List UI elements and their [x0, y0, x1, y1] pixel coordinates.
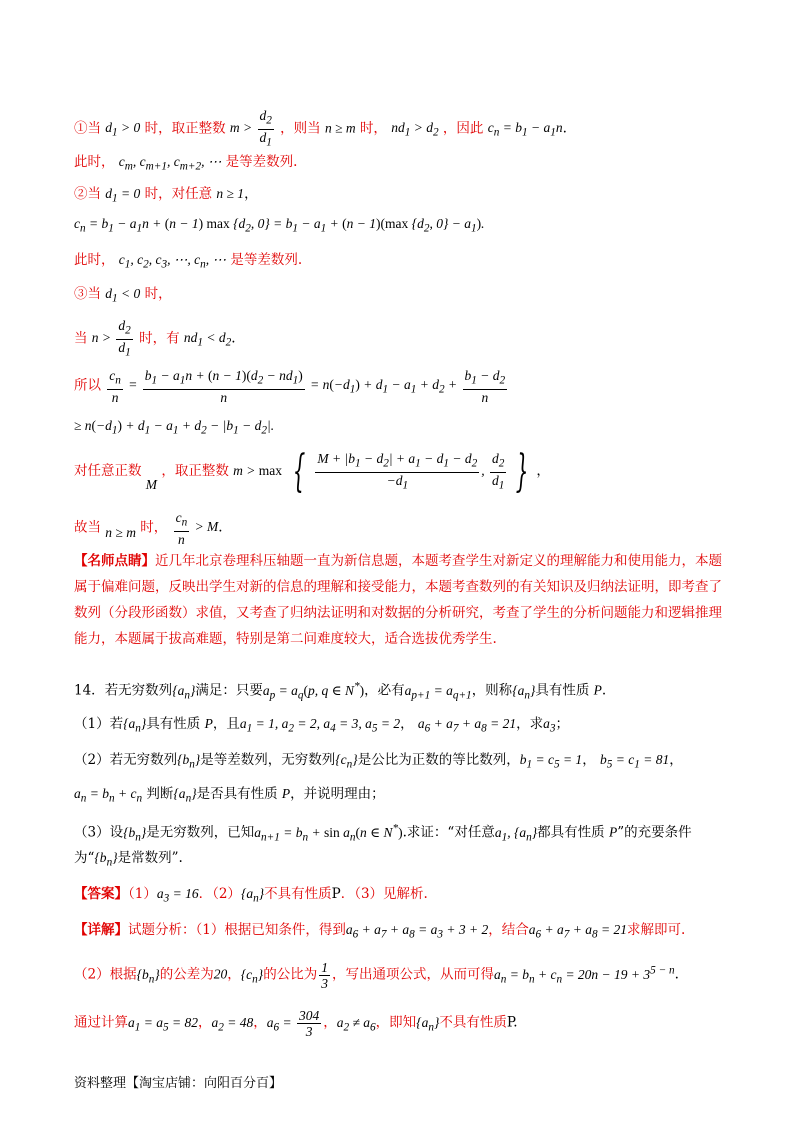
answer: 【答案】$(1)a_3 = 16$．$(2)\{a_n\}$不具有性质P．（3）见解析.: [74, 886, 428, 905]
formula: M: [145, 477, 158, 493]
formula: $c_n = b_1 - a_1n$: [487, 120, 563, 139]
question-14-part-3: （3）设$\{b_n\}$是无穷数列，已知$a_{n+1} = b_n + \sin a_n(n$ ∈ N*).求证：“对任意$a_1$, $\{a_n\}$都具有性质 P”的充要条件: [74, 822, 692, 844]
question-14-part-3-cont: 为“$\{b_n\}$是常数列”.: [74, 850, 183, 869]
case2-conclusion: 此时， $c_1$, $c_2$, $c_3$, ⋯, $c_n$, ⋯ 是等差数列.: [74, 252, 303, 271]
case1-line: ①当 $d_1 > 0$ 时，取正整数 m > $\frac{d_2}{d_1}$ ，则当 n ≥ m 时， $nd_1 > d_2$ ，因此 $c_n = b_1 - a_1n$.: [74, 108, 567, 149]
formula: m > max { $\frac{M + |b_1 - d_2| + a_1 - d_1 - d_2}{-d_1}$ , $\frac{d_2}{d_1}$ }: [233, 446, 529, 497]
case3-conclusion: 故当 n ≥ m 时， $\frac{c_n}{n}$ > M.: [74, 510, 223, 547]
question-14-part-2-cont: $a_n = b_n + c_n$ 判断$\{a_n\}$是否具有性质 P，并说明理由；: [74, 786, 385, 805]
case1-conclusion: 此时， $c_m$, $c_{m+1}$, $c_{m+2}$, ⋯ 是等差数列.: [74, 154, 298, 173]
teacher-note: 【名师点睛】近几年北京卷理科压轴题一直为新信息题，本题考查学生对新定义的理解能力和使用能力，本题属于偏难问题，反映出学生对新的信息的理解和接受能力，本题考查数列的有关知识及归纳法证明，即考查了数列（分段形函数）求值，又考查了归纳法证明和对数据的分析研究，考查了学生的分析问题能力和逻辑推理能力，本题属于拔高难题，特别是第二问难度较大，适合选拔优秀学生.: [74, 553, 722, 647]
case2-line: ②当 $d_1 = 0$ 时，对任意 n ≥ 1，: [74, 186, 258, 205]
formula: m > $\frac{d_2}{d_1}$: [229, 108, 272, 149]
formula: n ≥ 1: [216, 186, 245, 201]
footer: 资料整理【淘宝店铺：向阳百分百】: [74, 1076, 283, 1091]
formula: $\frac{c_n}{n}$ > M: [175, 510, 219, 547]
case3-condition: 当 n > $\frac{d_2}{d_1}$ 时，有 $nd_1 < d_2$.: [74, 318, 236, 359]
case3-choose-m: 对任意正数 M ，取正整数 m > max { $\frac{M + |b_1 - d_2| + a_1 - d_1 - d_2}{-d_1}$ , $\frac{d_2}{d_1}$ } ，: [74, 446, 550, 497]
formula: $c_1$, $c_2$, $c_3$, ⋯, $c_n$, ⋯: [118, 252, 227, 271]
formula: $\frac{c_n}{n}$ = $\frac{b_1 - a_1n + (n - 1)(d_2 - nd_1)}{n}$ = $n(-d_1) + d_1 - a_1 + d_2$ + $\frac{b_1 - d_2}{n}$: [109, 368, 506, 405]
question-14: 14．若无穷数列$\{a_n\}$满足：只要$a_p = a_q(p$, q ∈ N*)，必有$a_{p+1} = a_{q+1}$，则称$\{a_n\}$具有性质 P.: [74, 680, 607, 702]
case3-derivation: 所以 $\frac{c_n}{n}$ = $\frac{b_1 - a_1n + (n - 1)(d_2 - nd_1)}{n}$ = $n(-d_1) + d_1 - a_1 + d_2$ + $\frac{b_1 - d_2}{n}$: [74, 368, 509, 405]
formula: $d_1 = 0$: [105, 186, 141, 205]
detail-1: 【详解】试题分析：（1）根据已知条件，得到$a_6 + a_7 + a_8 = a_3 + 3 + 2$，结合$a_6 + a_7 + a_8 = 21$求解即可.: [74, 922, 686, 941]
case3-line: ③当 $d_1 < 0$ 时，: [74, 286, 172, 305]
question-14-part-2: （2）若无穷数列$\{b_n\}$是等差数列，无穷数列$\{c_n\}$是公比为正数的等比数列，$b_1 = c_5 = 1$， $b_5 = c_1 = 81$，: [74, 752, 683, 771]
detail-2: （2）根据$\{b_n\}$的公差为20，$\{c_n\}$的公比为 $\frac{1}{3}$ ，写出通项公式，从而可得$a_n = b_n + c_n = 20n - 19 + 3^{5 - n}$.: [74, 960, 679, 991]
formula: $c_m$, $c_{m+1}$, $c_{m+2}$, ⋯: [118, 154, 222, 173]
formula: $d_1 < 0$: [105, 286, 141, 305]
formula: n ≥ m: [324, 120, 356, 136]
case3-inequality: ≥ $n(-d_1) + d_1 - a_1 + d_2 - |b_1 - d_2|$.: [74, 418, 275, 437]
case2-formula: $c_n = b_1 - a_1n + (n - 1)$ $\max \{d_2$, $0\} = b_1 - a_1 + (n - 1)(\max$ {$d_2$, $0\} - a_1$).: [74, 216, 485, 235]
formula: n > $\frac{d_2}{d_1}$: [91, 318, 131, 359]
detail-3: 通过计算$a_1 = a_5 = 82$，$a_2 = 48$，$a_6$ = $\frac{304}{3}$ ，$a_2 \ne a_6$，即知$\{a_n\}$不具有性质P.: [74, 1008, 518, 1039]
formula: $d_1 > 0$: [105, 120, 141, 139]
question-14-part-1: （1）若$\{a_n\}$具有性质 P，且$a_1 = 1$, $a_2 = 2$, $a_4 = 3$, $a_5 = 2$， $a_6 + a_7 + a_8 = 21$，求$a_3$；: [74, 716, 569, 735]
formula: $nd_1 < d_2$: [183, 330, 232, 349]
formula: n ≥ m: [105, 525, 136, 541]
formula: $nd_1 > d_2$: [391, 120, 439, 139]
